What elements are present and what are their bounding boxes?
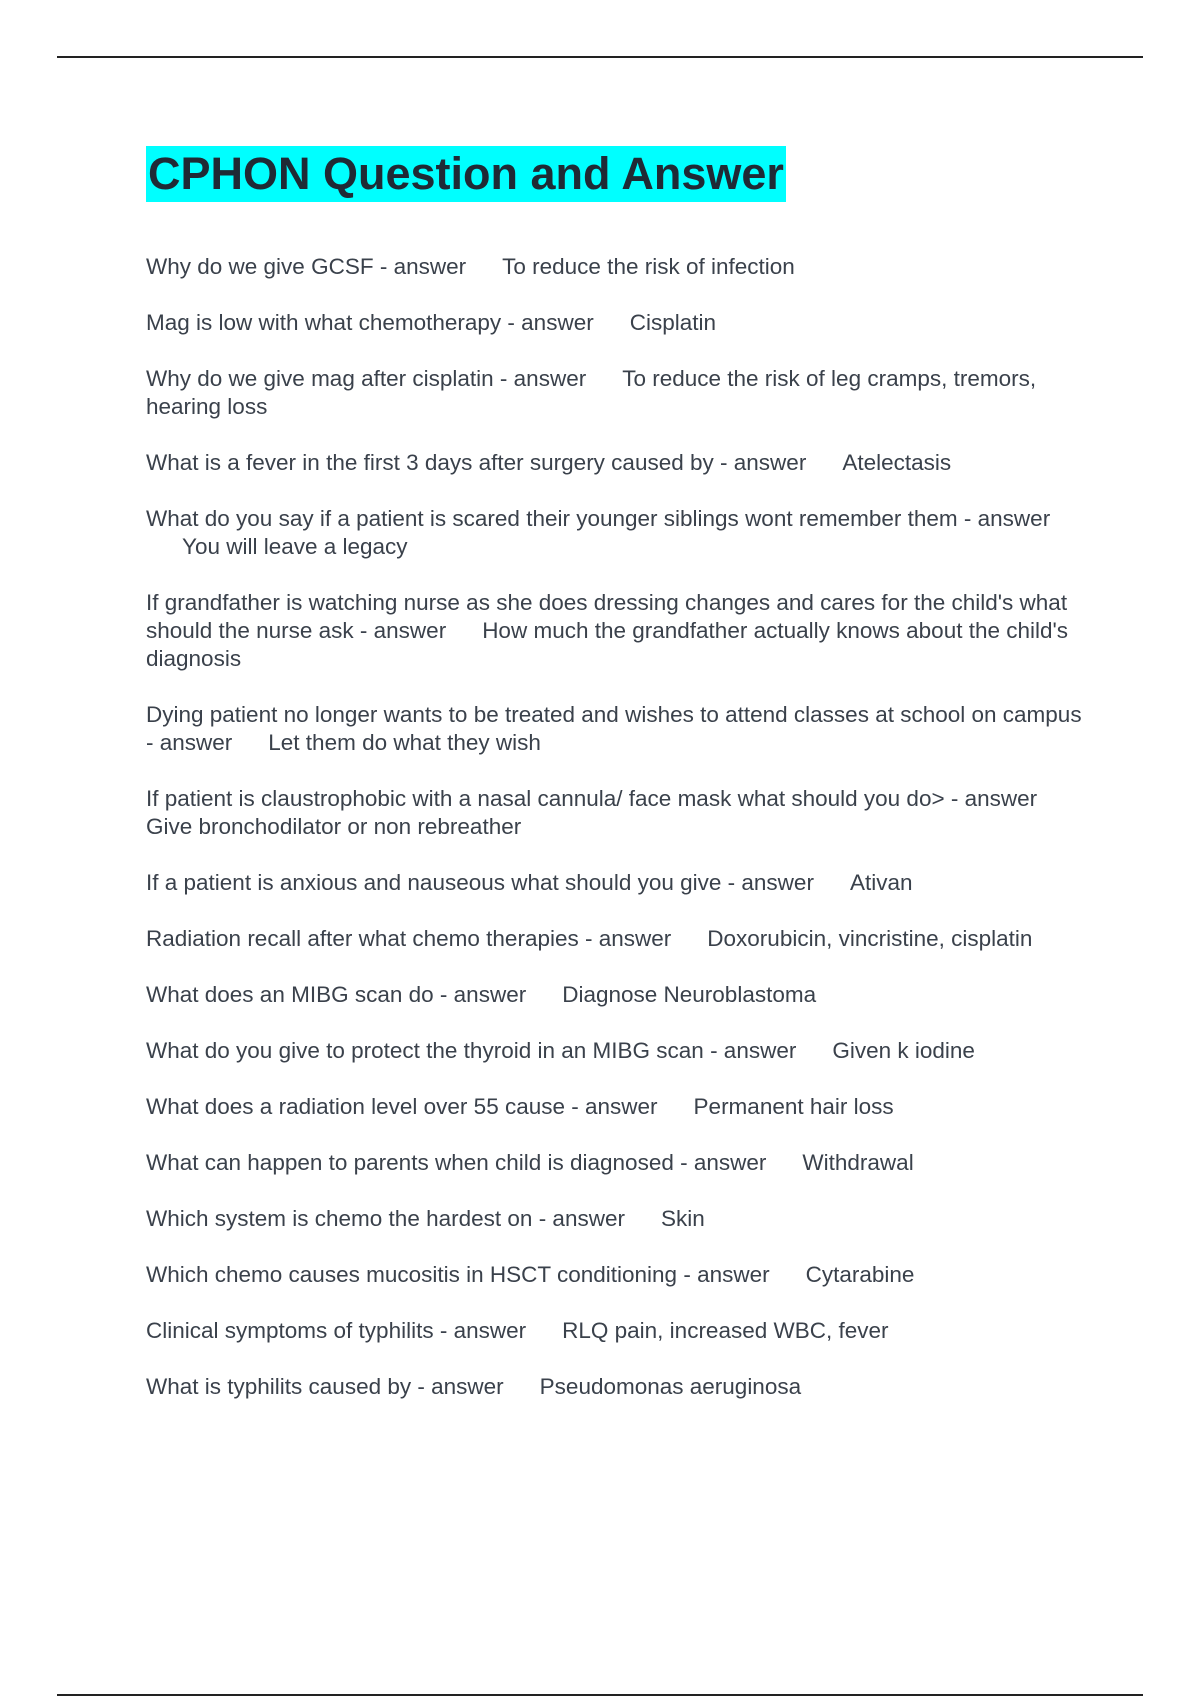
answer-separator: - answer xyxy=(585,926,672,951)
qa-item xyxy=(146,1317,1086,1345)
answer-separator: - answer xyxy=(538,1206,625,1231)
answer-separator: - answer xyxy=(499,366,587,391)
qa-item xyxy=(146,253,1086,281)
answer-text: Cytarabine xyxy=(805,1262,915,1287)
question-text: What do you say if a patient is scared their younger siblings wont remember them xyxy=(146,506,958,531)
qa-item xyxy=(146,701,1086,757)
answer-separator: - answer xyxy=(710,1038,797,1063)
qa-item xyxy=(146,1093,1086,1121)
qa-item xyxy=(146,365,1086,421)
answer-separator: - answer xyxy=(683,1262,770,1287)
question-text: Why do we give GCSF xyxy=(146,254,374,279)
answer-text: To reduce the risk of infection xyxy=(502,254,795,279)
answer-text: Withdrawal xyxy=(802,1150,914,1175)
answer-text: Pseudomonas aeruginosa xyxy=(539,1374,802,1399)
answer-separator: - answer xyxy=(359,618,447,643)
question-text: What can happen to parents when child is diagnosed xyxy=(146,1150,674,1175)
answer-separator: - answer xyxy=(417,1374,504,1399)
qa-item xyxy=(146,1205,1086,1233)
answer-separator: - answer xyxy=(571,1094,658,1119)
qa-item xyxy=(146,449,1086,477)
question-text: Why do we give mag after cisplatin xyxy=(146,366,494,391)
answer-separator: - answer xyxy=(507,310,594,335)
answer-separator: - answer xyxy=(680,1150,767,1175)
question-text: Dying patient no longer wants to be treated and wishes to attend classes at school on campus xyxy=(146,702,1082,727)
question-text: What is a fever in the first 3 days after surgery caused by xyxy=(146,450,714,475)
answer-separator: - answer xyxy=(379,254,467,279)
answer-text: Atelectasis xyxy=(842,450,952,475)
qa-item xyxy=(146,1149,1086,1177)
answer-separator: - answer xyxy=(439,982,527,1007)
qa-item xyxy=(146,1261,1086,1289)
qa-item xyxy=(146,309,1086,337)
question-text: Clinical symptoms of typhilits xyxy=(146,1318,434,1343)
header-rule xyxy=(57,56,1143,58)
document-title: CPHON Question and Answer xyxy=(146,146,786,202)
answer-text: Skin xyxy=(660,1206,705,1231)
answer-separator: - answer xyxy=(146,730,233,755)
footer-rule xyxy=(57,1694,1143,1696)
answer-text: Let them do what they wish xyxy=(268,730,541,755)
answer-separator: - answer xyxy=(439,1318,527,1343)
question-text: What is typhilits caused by xyxy=(146,1374,412,1399)
question-text: If patient is claustrophobic with a nasal cannula/ face mask what should you do> xyxy=(146,786,945,811)
answer-text: Give bronchodilator or non rebreather xyxy=(146,814,522,839)
qa-item xyxy=(146,505,1086,561)
answer-text: How much the grandfather actually knows about the child's diagnosis xyxy=(146,618,1069,671)
answer-separator: - answer xyxy=(727,870,814,895)
question-text: Which chemo causes mucositis in HSCT conditioning xyxy=(146,1262,678,1287)
answer-text: Given k iodine xyxy=(832,1038,975,1063)
answer-text: You will leave a legacy xyxy=(182,534,408,559)
qa-item xyxy=(146,869,1086,897)
answer-text: RLQ pain, increased WBC, fever xyxy=(562,1318,889,1343)
answer-text: Ativan xyxy=(849,870,913,895)
question-text: What does a radiation level over 55 cause xyxy=(146,1094,565,1119)
answer-text: To reduce the risk of leg cramps, tremors, hearing loss xyxy=(146,366,1037,419)
question-text: If a patient is anxious and nauseous what should you give xyxy=(146,870,722,895)
qa-item xyxy=(146,981,1086,1009)
answer-separator: - answer xyxy=(950,786,1038,811)
question-text: What do you give to protect the thyroid in an MIBG scan xyxy=(146,1038,704,1063)
answer-separator: - answer xyxy=(720,450,807,475)
question-text: If grandfather is watching nurse as she does dressing changes and cares for the child's what should the nurse ask xyxy=(146,590,1068,643)
qa-item xyxy=(146,1373,1086,1401)
answer-separator: - answer xyxy=(963,506,1051,531)
answer-text: Diagnose Neuroblastoma xyxy=(562,982,817,1007)
qa-list xyxy=(146,253,1086,1429)
qa-item xyxy=(146,785,1086,841)
question-text: Mag is low with what chemotherapy xyxy=(146,310,502,335)
question-text: What does an MIBG scan do xyxy=(146,982,434,1007)
answer-text: Permanent hair loss xyxy=(693,1094,894,1119)
qa-item xyxy=(146,1037,1086,1065)
answer-text: Doxorubicin, vincristine, cisplatin xyxy=(707,926,1033,951)
qa-item xyxy=(146,589,1086,673)
answer-text: Cisplatin xyxy=(629,310,716,335)
question-text: Radiation recall after what chemo therapies xyxy=(146,926,579,951)
question-text: Which system is chemo the hardest on xyxy=(146,1206,533,1231)
qa-item xyxy=(146,925,1086,953)
title-block xyxy=(146,146,786,202)
